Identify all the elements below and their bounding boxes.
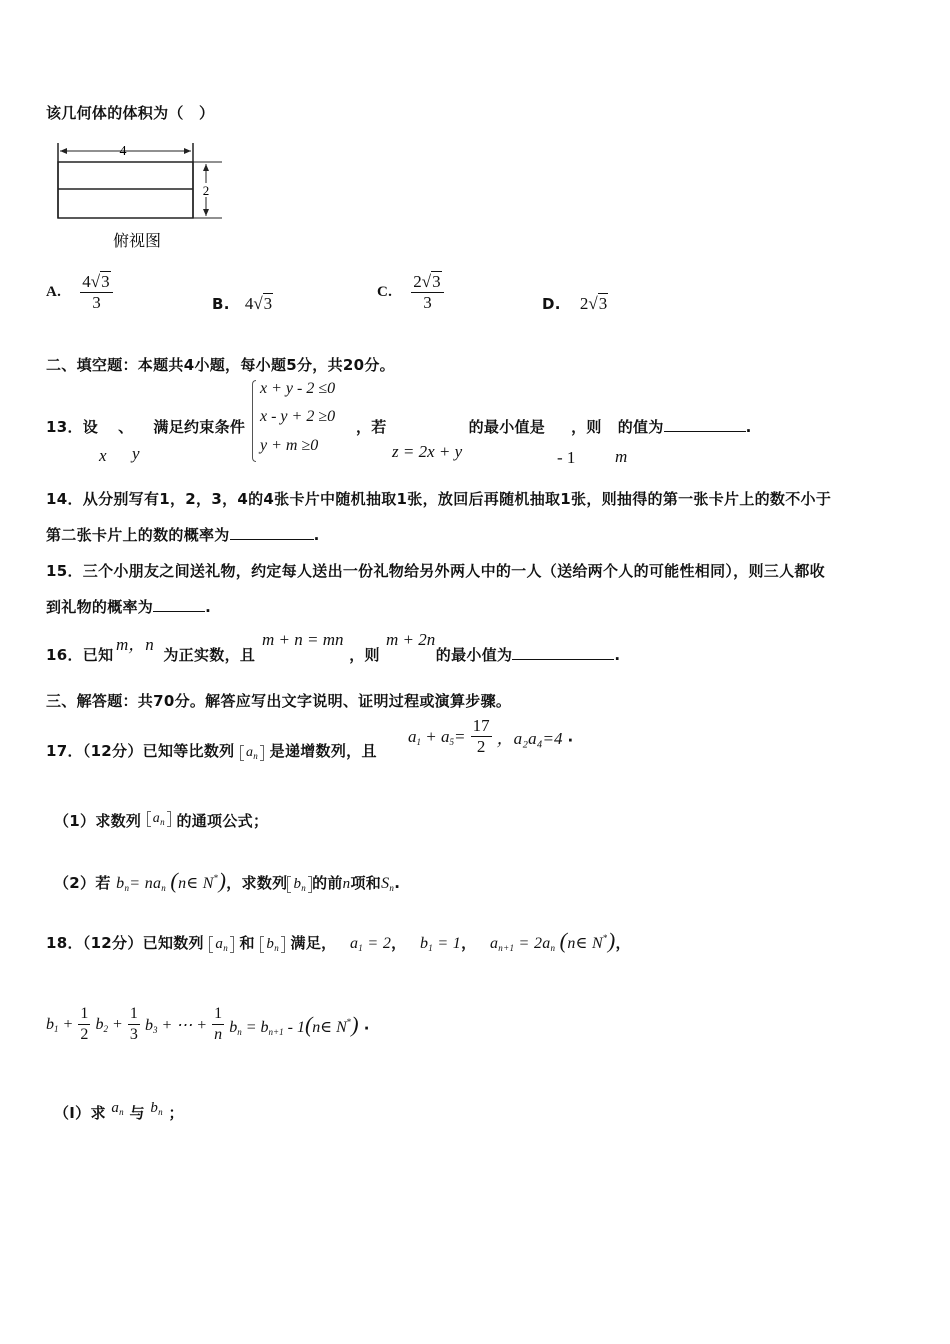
q14-line1: 14．从分别写有1，2，3，4的4张卡片中随机抽取1张，放回后再随机抽取1张，则抽得的第一张卡片上的数不小于 xyxy=(46,490,832,508)
choice-d-label: D. xyxy=(542,295,561,313)
section-heading-fill: 二、填空题：本题共4小题，每小题5分，共20分。 xyxy=(46,356,395,374)
q13-line-rest: ，若 的最小值是 ，则 的值为 . xyxy=(356,418,752,436)
choice-b-value: 4√3 xyxy=(244,294,273,313)
choice-b[interactable] xyxy=(212,294,273,314)
q17-part1: （1）求数列 $a_n$ 的通项公式； xyxy=(54,811,269,830)
choice-b-label: B. xyxy=(212,295,230,313)
var-m: m xyxy=(615,447,628,466)
choice-d-value: 2√3 xyxy=(579,294,608,313)
choice-d[interactable] xyxy=(542,294,608,314)
choice-a-label: A. xyxy=(46,284,62,300)
min-value: - 1 xyxy=(557,448,576,467)
choice-c-value: $\frac{2√3}{3}$ xyxy=(411,272,443,313)
height-label: 2 xyxy=(202,183,210,198)
section-heading-solve: 三、解答题：共70分。解答应写出文字说明、证明过程或演算步骤。 xyxy=(46,692,512,710)
choice-c[interactable] xyxy=(377,272,444,313)
answer-blank-14[interactable] xyxy=(230,539,314,540)
q16-expression: m + 2n xyxy=(386,630,436,649)
q18-stem: 18．（12分）已知数列 $a_n$ 和 $b_n$ 满足， $a_1 = 2$， $b_1 = 1$， $a_{n+1} = 2a_n$ (n∈ N*)， xyxy=(46,928,631,953)
figure-caption: 俯视图 xyxy=(112,231,162,250)
constraint-3: y + m ≥0 xyxy=(260,437,319,454)
var-y: y xyxy=(132,444,140,463)
constraint-brace xyxy=(252,380,256,462)
answer-blank-16[interactable] xyxy=(512,659,614,660)
constraint-1: x + y - 2 ≤0 xyxy=(260,380,336,397)
q18-sum-relation: $b_1$ + $\frac{1}{2}$ $b_2$ + $\frac{1}{3}$ $b_3$ + ⋯ + $\frac{1}{n}$ $b_n = b_{n+1}$ - 1(n∈ N*) . xyxy=(46,1005,370,1043)
q17-condition: $a_1 + a_5=$ $\frac{17}{2}$ ，a₂a₄=4 . xyxy=(408,716,574,756)
q16-line: 16．已知 为正实数，且 ，则 的最小值为 . xyxy=(46,646,621,664)
q17-part2: （2）若 $b_n= na_n$ (n∈ N*)，求数列 $b_n$ 的前n项和$S_n$. xyxy=(54,868,401,893)
answer-blank-13[interactable] xyxy=(664,431,746,432)
answer-blank-15[interactable] xyxy=(153,611,205,612)
q14-line2: 第二张卡片上的数的概率为 . xyxy=(46,526,320,544)
choice-a-value: $\frac{4√3}{3}$ xyxy=(80,272,112,313)
choice-c-label: C. xyxy=(377,284,393,300)
q16-constraint: m + n = mn xyxy=(262,630,344,649)
q17-stem: 17．（12分）已知等比数列 $a_n$ 是递增数列，且 xyxy=(46,742,377,761)
var-x: x xyxy=(99,446,107,465)
top-view-figure xyxy=(50,138,230,253)
q15-line2: 到礼物的概率为 . xyxy=(46,598,212,616)
choice-a[interactable] xyxy=(46,272,113,313)
objective-z: z = 2x + y xyxy=(392,442,463,461)
q15-line1: 15．三个小朋友之间送礼物，约定每人送出一份礼物给另外两人中的一人（送给两个人的可能性相同），则三人都收 xyxy=(46,562,825,580)
q16-mn: m，n xyxy=(116,635,154,654)
width-label: 4 xyxy=(119,144,127,159)
q13-line: 13．设 、 满足约束条件 xyxy=(46,418,246,436)
question-stem: 该几何体的体积为（ ） xyxy=(46,104,215,122)
q18-part1: （Ⅰ）求 $a_n$ 与 $b_n$ ； xyxy=(54,1100,184,1122)
constraint-2: x - y + 2 ≥0 xyxy=(260,408,336,425)
